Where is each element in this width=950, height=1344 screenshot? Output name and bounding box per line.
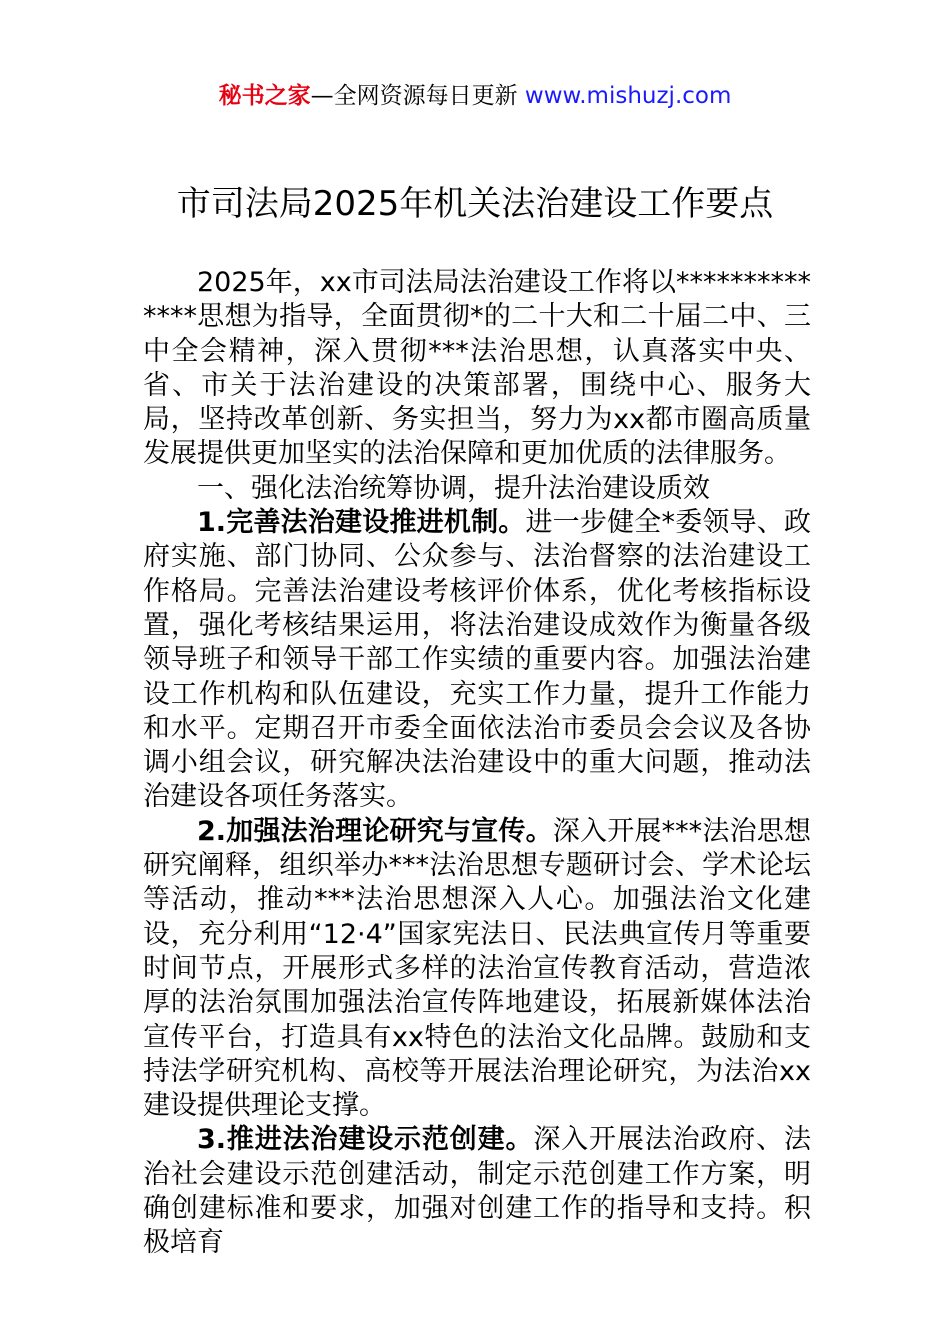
intro-paragraph: 2025年，xx市司法局法治建设工作将以**************思想为指导，全面贯彻*的二十大和二十届二中、三中全会精神，深入贯彻***法治思想，认真落实中央、省、市关于法治建设的决策部署，围绕中心、服务大局，坚持改革创新、务实担当，努力为xx都市圈高质量发展提供更加坚实的法治保障和更加优质的法律服务。 — [143, 267, 811, 470]
item-paragraph-1 — [143, 506, 811, 815]
item-paragraph-2 — [143, 815, 811, 1124]
document-body — [143, 266, 811, 1261]
section-heading: 一、强化法治统筹协调，提升法治建设质效 — [197, 472, 710, 504]
item-text-1: 进一步健全*委领导、政府实施、部门协同、公众参与、法治督察的法治建设工作格局。完善法治建设考核评价体系，优化考核指标设置，强化考核结果运用，将法治建设成效作为衡量各级领导班子和领导干部工作实绩的重要内容。加强法治建设工作机构和队伍建设，充实工作力量，提升工作能力和水平。定期召开市委全面依法治市委员会会议及各协调小组会议，研究解决法治建设中的重大问题，推动法治建设各项任务落实。 — [143, 507, 812, 813]
site-brand: 秘书之家 — [218, 83, 311, 109]
document-title: 市司法局2025年机关法治建设工作要点 — [176, 184, 774, 224]
site-url-link[interactable]: www.mishuzj.com — [524, 83, 732, 109]
site-header — [0, 80, 950, 112]
site-tagline: —全网资源每日更新 — [310, 83, 525, 109]
item-paragraph-3 — [143, 1123, 811, 1260]
item-text-3: 深入开展法治政府、法治社会建设示范创建活动，制定示范创建工作方案，明确创建标准和要求，加强对创建工作的指导和支持。积极培育 — [143, 1124, 812, 1259]
item-lead-3: 3.推进法治建设示范创建。 — [197, 1124, 534, 1156]
item-text-2: 深入开展***法治思想研究阐释，组织举办***法治思想专题研讨会、学术论坛等活动，推动***法治思想深入人心。加强法治文化建设，充分利用“12·4”国家宪法日、民法典宣传月等重要时间节点，开展形式多样的法治宣传教育活动，营造浓厚的法治氛围加强法治宣传阵地建设，拓展新媒体法治宣传平台，打造具有xx特色的法治文化品牌。鼓励和支持法学研究机构、高校等开展法治理论研究，为法治xx建设提供理论支撑。 — [143, 815, 812, 1122]
item-lead-2: 2.加强法治理论研究与宣传。 — [197, 815, 553, 847]
item-lead-1: 1.完善法治建设推进机制。 — [197, 507, 526, 539]
